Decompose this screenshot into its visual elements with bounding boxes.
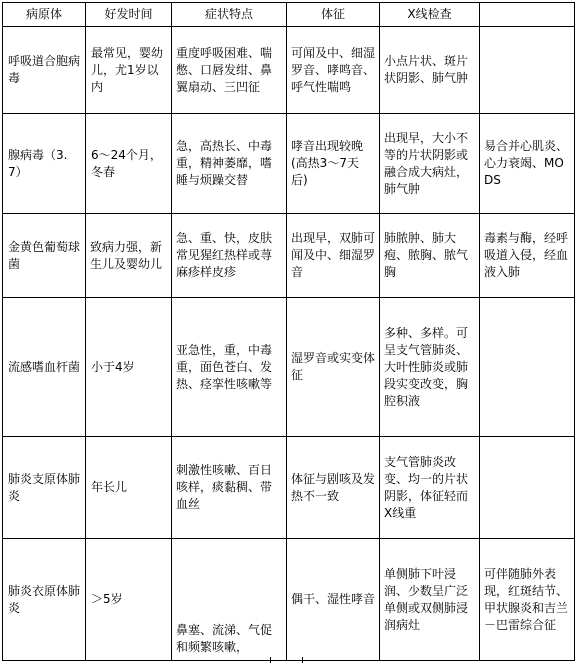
cell-symptoms: 亚急性，重，中毒重，面色苍白、发热、痉挛性咳嗽等 — [172, 298, 287, 437]
table-header-row — [3, 3, 575, 27]
cell-onset: 年长儿 — [86, 437, 172, 539]
cell-pathogen: 肺炎衣原体肺炎 — [3, 539, 86, 661]
cell-signs: 可闻及中、细湿罗音、哮鸣音、呼气性喘鸣 — [287, 27, 380, 114]
cell-xray: 多种、多样。可呈支气管肺炎、大叶性肺炎或肺段实变改变，胸腔积液 — [380, 298, 480, 437]
table-row — [3, 539, 575, 661]
header-extra — [480, 3, 575, 27]
cell-signs: 出现早，双肺可闻及中、细湿罗音 — [287, 214, 380, 298]
header-symptoms: 症状特点 — [172, 3, 287, 27]
bottom-divider-tick — [270, 657, 271, 663]
cell-pathogen: 呼吸道合胞病毒 — [3, 27, 86, 114]
cell-pathogen: 金黄色葡萄球菌 — [3, 214, 86, 298]
header-pathogen: 病原体 — [3, 3, 86, 27]
table-row — [3, 298, 575, 437]
cell-pathogen: 肺炎支原体肺炎 — [3, 437, 86, 539]
cell-xray: 小点片状、斑片状阴影、肺气肿 — [380, 27, 480, 114]
cell-extra: 毒素与酶，经呼吸道入侵，经血液入肺 — [480, 214, 575, 298]
table-row — [3, 27, 575, 114]
cell-onset: 最常见，婴幼儿，尤1岁以内 — [86, 27, 172, 114]
cell-symptoms: 急，高热长、中毒重，精神萎靡，嗜睡与烦躁交替 — [172, 114, 287, 214]
cell-signs: 哮音出现较晚(高热3～7天后) — [287, 114, 380, 214]
cell-xray: 出现早，大小不等的片状阴影或融合成大病灶，肺气肿 — [380, 114, 480, 214]
pneumonia-pathogen-table — [2, 2, 575, 661]
cell-symptoms: 急、重、快，皮肤常见猩红热样或荨麻疹样皮疹 — [172, 214, 287, 298]
cell-symptoms: 刺激性咳嗽、百日咳样，痰黏稠、带血丝 — [172, 437, 287, 539]
cell-extra — [480, 298, 575, 437]
cell-onset: 6～24个月，冬春 — [86, 114, 172, 214]
cell-extra — [480, 27, 575, 114]
cell-extra: 易合并心肌炎、心力衰竭、MODS — [480, 114, 575, 214]
table-row — [3, 214, 575, 298]
bottom-divider-tick — [302, 657, 303, 663]
cell-extra: 可伴随肺外表现，红斑结节、甲状腺炎和吉兰－巴雷综合征 — [480, 539, 575, 661]
header-onset: 好发时间 — [86, 3, 172, 27]
cell-onset: ＞5岁 — [86, 539, 172, 661]
cell-onset: 小于4岁 — [86, 298, 172, 437]
header-xray: X线检查 — [380, 3, 480, 27]
cell-extra — [480, 437, 575, 539]
cell-pathogen: 腺病毒（3.7） — [3, 114, 86, 214]
cell-symptoms: 鼻塞、流涕、气促和频繁咳嗽， — [172, 539, 287, 661]
cell-xray: 肺脓肿、肺大疱、脓胸、脓气胸 — [380, 214, 480, 298]
header-signs: 体征 — [287, 3, 380, 27]
cell-onset: 致病力强，新生儿及婴幼儿 — [86, 214, 172, 298]
table-row — [3, 114, 575, 214]
cell-signs: 湿罗音或实变体征 — [287, 298, 380, 437]
cell-signs: 体征与剧咳及发热不一致 — [287, 437, 380, 539]
cell-pathogen: 流感嗜血杆菌 — [3, 298, 86, 437]
table-row — [3, 437, 575, 539]
cell-xray: 支气管肺炎改变、均一的片状阴影，体征轻而X线重 — [380, 437, 480, 539]
cell-xray: 单侧肺下叶浸润、少数呈广泛单侧或双侧肺浸润病灶 — [380, 539, 480, 661]
cell-symptoms: 重度呼吸困难、喘憋、口唇发绀、鼻翼扇动、三凹征 — [172, 27, 287, 114]
cell-signs: 偶干、湿性哮音 — [287, 539, 380, 661]
